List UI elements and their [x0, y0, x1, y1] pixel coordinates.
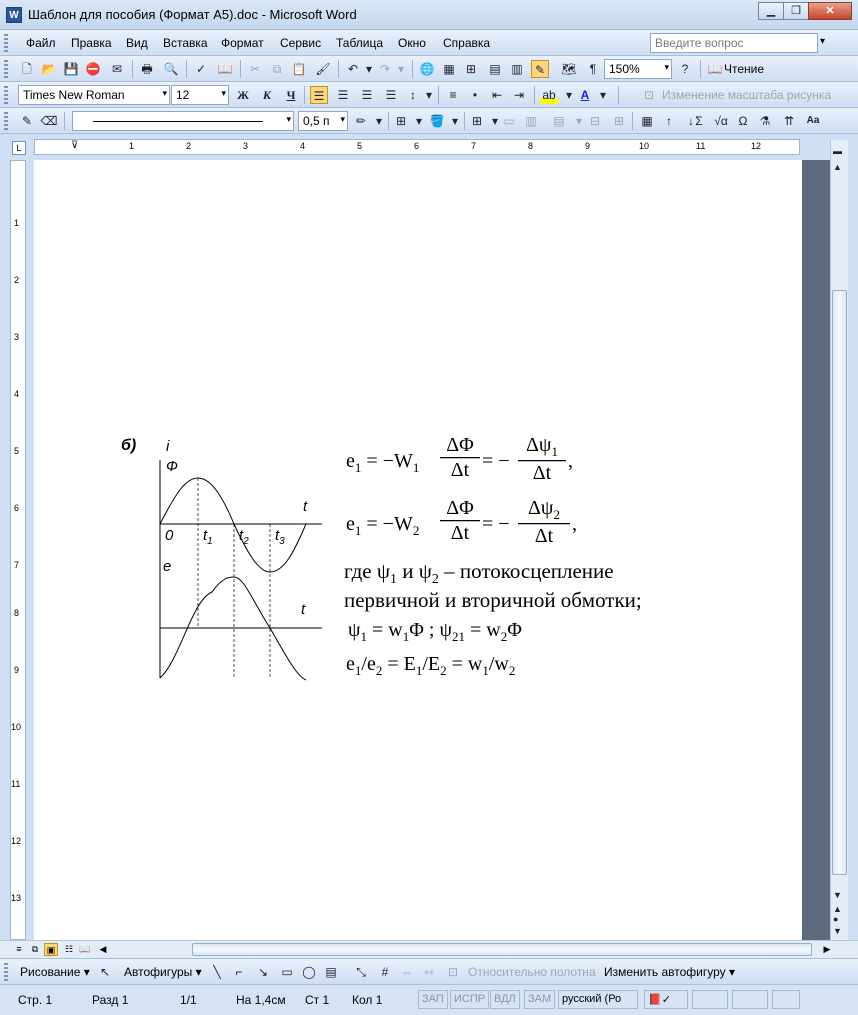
ruler-number: 13: [11, 893, 22, 903]
eq3-c-sub: 21: [451, 629, 465, 644]
copy-icon[interactable]: ⧉: [272, 62, 282, 76]
eq4-d-sub: 2: [440, 663, 447, 678]
eq1-den2: Δt: [532, 462, 552, 484]
ruler-number: 2: [14, 275, 20, 285]
distribute-columns-icon[interactable]: ⊞: [613, 114, 625, 128]
vertical-scroll-thumb[interactable]: [832, 290, 847, 875]
split-cells-icon[interactable]: ▥: [525, 114, 537, 128]
ruler-number: 9: [14, 665, 20, 675]
graph-label-e: е: [163, 558, 172, 575]
zoom-select[interactable]: [604, 59, 672, 79]
paste-icon[interactable]: 📋: [291, 62, 307, 76]
menu-edit[interactable]: Правка: [71, 36, 112, 50]
increase-indent-icon[interactable]: ⇥: [513, 88, 525, 102]
menu-table[interactable]: Таблица: [336, 36, 384, 50]
eq2-e-sub: 1: [354, 523, 362, 538]
graph-label-phi: Ф: [166, 458, 178, 475]
graph-label-t1-sub: 1: [207, 536, 213, 547]
canvas-select-icon[interactable]: ⤡: [356, 965, 366, 979]
eq3-c: Φ ; ψ: [409, 619, 452, 641]
eq4-b-sub: 2: [375, 663, 383, 678]
font-color-dropdown-icon[interactable]: ▾: [599, 88, 607, 102]
status-bar: [0, 984, 858, 1015]
insert-object-icon[interactable]: ⚗: [759, 114, 771, 128]
status-empty-box: [692, 990, 728, 1009]
separator: [412, 60, 413, 78]
standard-toolbar: [0, 56, 858, 82]
picture-scale-icon[interactable]: ⊡: [643, 88, 655, 102]
text-line-2: первичной и вторичной обмотки;: [344, 588, 642, 612]
font-select[interactable]: [18, 85, 170, 105]
previous-page-icon[interactable]: ▲: [833, 904, 842, 914]
equation-1-lhs: [346, 450, 419, 476]
graph-label-t3-letter: t: [275, 527, 280, 544]
horizontal-scrollbar[interactable]: [0, 940, 858, 958]
border-color-icon[interactable]: ✏: [355, 114, 367, 128]
merge-cells-icon[interactable]: ▭: [503, 114, 515, 128]
sort-descending-icon[interactable]: ↓: [688, 114, 694, 128]
eq3-d: = w: [464, 619, 501, 641]
eq1-comma: ,: [568, 450, 573, 472]
read-icon[interactable]: 📖: [707, 62, 723, 76]
menu-window[interactable]: Окно: [398, 36, 426, 50]
equation-2-lhs: [346, 513, 419, 539]
equation-3: [348, 619, 522, 645]
status-record-macro[interactable]: ЗАП: [418, 990, 448, 1009]
equation-2-fraction-2: [518, 497, 570, 548]
eq1-num2-sub: 1: [551, 444, 558, 459]
menu-file[interactable]: Файл: [26, 36, 56, 50]
connector-icon[interactable]: ⌐: [235, 965, 243, 979]
read-button[interactable]: Чтение: [724, 62, 765, 76]
autoshapes-button[interactable]: Автофигуры ▾: [124, 965, 202, 979]
highlight-dropdown-icon[interactable]: ▾: [565, 88, 573, 102]
eq4-f: /w: [488, 653, 509, 675]
equation-4: [346, 653, 515, 679]
font-size-select[interactable]: [171, 85, 229, 105]
cut-icon[interactable]: ✂: [249, 62, 261, 76]
eq4-f-sub: 2: [508, 663, 516, 678]
ruler-number: 6: [14, 503, 20, 513]
change-autoshape-button[interactable]: Изменить автофигуру ▾: [604, 965, 735, 979]
separator: [338, 60, 339, 78]
equation-1-fraction-1: [440, 434, 480, 482]
separator: [304, 86, 305, 104]
undo-dropdown-icon[interactable]: ▾: [365, 62, 373, 76]
chevron-down-icon: ▾: [664, 62, 669, 72]
tables-borders-toolbar: [0, 108, 858, 134]
graph-label-t3-sub: 3: [279, 536, 285, 547]
underline-button[interactable]: Ч: [286, 88, 296, 102]
ruler-number: 11: [696, 141, 706, 151]
reading-view-icon[interactable]: 📖: [79, 944, 91, 954]
spelling-icon[interactable]: ✓: [195, 62, 207, 76]
help-icon[interactable]: ?: [681, 62, 689, 76]
eq1-num2-psi: Δψ: [526, 434, 552, 456]
research-icon[interactable]: 📖: [217, 62, 233, 76]
close-icon[interactable]: ✕: [808, 2, 852, 20]
status-column: Кол 1: [352, 993, 383, 1007]
borders-dropdown-icon[interactable]: ▾: [415, 114, 423, 128]
chevron-down-icon: ▾: [162, 88, 167, 98]
eq2-num2-sub: 2: [553, 507, 560, 522]
first-line-indent-icon[interactable]: ⊽: [71, 140, 79, 151]
figure-label: б): [121, 437, 137, 454]
window-controls: [759, 2, 852, 20]
separator: [700, 60, 701, 78]
table-autoformat-icon[interactable]: ▦: [641, 114, 653, 128]
web-view-icon[interactable]: ⧉: [31, 944, 39, 954]
ruler-number: 11: [11, 779, 21, 789]
insert-excel-icon[interactable]: ▤: [489, 62, 501, 76]
eq3-e: Φ: [507, 619, 522, 641]
ruler-number: 12: [751, 141, 762, 151]
eq2-den2: Δt: [534, 525, 554, 547]
toolbar-grip-icon[interactable]: [4, 963, 8, 981]
text1-mid: и ψ: [396, 559, 432, 583]
eq1-equals: = −: [482, 450, 510, 472]
maximize-icon[interactable]: ❐: [783, 2, 809, 20]
line-style-sample: [93, 121, 263, 122]
scroll-right-icon[interactable]: ▶: [823, 944, 831, 954]
change-autoshape-label: Изменить автофигуру: [604, 965, 726, 979]
eq3-b-sub: 1: [402, 629, 410, 644]
eq2-mid: = −W: [361, 513, 413, 535]
eq2-comma: ,: [572, 513, 577, 535]
text1-sub2: 2: [431, 572, 439, 588]
align-left-icon[interactable]: ☰: [310, 86, 328, 104]
font-color-icon[interactable]: A: [580, 88, 590, 102]
open-icon[interactable]: 📂: [41, 62, 57, 76]
graph-label-t1: [203, 527, 213, 547]
status-extend[interactable]: ВДЛ: [490, 990, 520, 1009]
separator: [186, 60, 187, 78]
normal-view-icon[interactable]: ≡: [16, 944, 22, 954]
menu-insert[interactable]: Вставка: [163, 36, 208, 50]
separator: [438, 86, 439, 104]
drawing-toolbar: [0, 958, 858, 984]
ruler-number: 4: [300, 141, 306, 151]
eq1-mid: = −W: [361, 450, 413, 472]
next-page-icon[interactable]: ▼: [833, 926, 842, 936]
eq4-e: = w: [446, 653, 483, 675]
separator: [534, 86, 535, 104]
horizontal-scroll-thumb[interactable]: [192, 943, 812, 956]
horizontal-ruler[interactable]: [34, 139, 800, 155]
toolbar-grip-icon[interactable]: [4, 60, 8, 78]
align-center-icon[interactable]: ☰: [337, 88, 349, 102]
expand-icon[interactable]: ⇿: [423, 965, 435, 979]
numbering-icon[interactable]: ≡: [449, 88, 457, 102]
menu-help[interactable]: Справка: [443, 36, 491, 50]
separator: [464, 112, 465, 130]
chevron-down-icon: ▾: [286, 114, 291, 124]
toolbar-grip-icon[interactable]: [4, 86, 8, 104]
graph-label-t1-letter: t: [203, 527, 208, 544]
symbol-icon[interactable]: Ω: [738, 114, 748, 128]
oval-icon[interactable]: ◯: [302, 965, 316, 979]
border-color-dropdown-icon[interactable]: ▾: [375, 114, 383, 128]
graph-label-zero: 0: [165, 527, 174, 544]
text1-pre: где ψ: [344, 559, 390, 583]
page-background: [802, 160, 830, 940]
ruler-number: 1: [14, 218, 20, 228]
ruler-row: [0, 136, 858, 158]
font-value: Times New Roman: [23, 88, 125, 102]
eq1-den1: Δt: [450, 459, 470, 481]
relative-to-canvas-button[interactable]: Относительно полотна: [468, 965, 596, 979]
eq1-num2: [518, 434, 566, 460]
flux-curve: [160, 478, 306, 572]
separator: [632, 112, 633, 130]
window-title: Шаблон для пособия (Формат А5).doc - Microsoft Word: [28, 7, 357, 22]
eq4-d: /E: [422, 653, 441, 675]
ruler-number: 7: [471, 141, 477, 151]
separator: [132, 60, 133, 78]
ruler-number: 6: [414, 141, 420, 151]
tables-borders-icon[interactable]: ▦: [443, 62, 455, 76]
eq1-num1: ΔΦ: [446, 434, 474, 456]
eq4-e-sub: 1: [482, 663, 489, 678]
text-line-1: [344, 559, 614, 588]
align-cell-icon[interactable]: ▤: [553, 114, 565, 128]
ruler-number: 2: [186, 141, 192, 151]
permission-icon[interactable]: ⛔: [85, 62, 101, 76]
eq4-b: /e: [361, 653, 376, 675]
borders-icon[interactable]: ⊞: [395, 114, 407, 128]
eq4-c-sub: 1: [415, 663, 423, 678]
status-pages: 1/1: [180, 993, 197, 1007]
redo-icon[interactable]: ↷: [379, 62, 391, 76]
line-icon[interactable]: ╲: [213, 965, 221, 979]
eq4-a: e: [346, 653, 355, 675]
menu-format[interactable]: Формат: [221, 36, 264, 50]
scroll-down-icon[interactable]: ▼: [833, 890, 842, 900]
chevron-down-icon: ▾: [340, 114, 345, 124]
save-icon[interactable]: 💾: [63, 62, 79, 76]
ruler-number: 7: [14, 560, 20, 570]
eq1-e: e: [346, 450, 355, 472]
menu-tools[interactable]: Сервис: [280, 36, 322, 50]
grid-icon[interactable]: #: [381, 965, 389, 979]
eq4-a-sub: 1: [354, 663, 362, 678]
eq3-a: ψ: [348, 619, 361, 641]
columns-icon[interactable]: ▥: [511, 62, 523, 76]
insert-table-icon[interactable]: ⊞: [465, 62, 477, 76]
text-box-icon[interactable]: ▤: [325, 965, 337, 979]
picture-scale-button[interactable]: Изменение масштаба рисунка: [662, 88, 832, 102]
line-weight-select[interactable]: [298, 111, 348, 131]
align-cell-dropdown-icon[interactable]: ▾: [575, 114, 583, 128]
print-preview-icon[interactable]: 🔍: [163, 62, 179, 76]
status-track-changes[interactable]: ИСПР: [450, 990, 489, 1009]
align-right-icon[interactable]: ☰: [361, 88, 373, 102]
shading-dropdown-icon[interactable]: ▾: [451, 114, 459, 128]
separator: [388, 112, 389, 130]
show-hide-icon[interactable]: ¶: [589, 62, 597, 76]
text1-post: – потокосцепление: [438, 559, 614, 583]
status-overtype[interactable]: ЗАМ: [524, 990, 555, 1009]
help-dropdown-icon[interactable]: ▾: [820, 36, 826, 47]
drawing-icon[interactable]: ✎: [531, 60, 549, 78]
formatting-toolbar: [0, 82, 858, 108]
print-icon[interactable]: 🖶: [141, 62, 153, 76]
text-direction-icon[interactable]: ⇈: [783, 114, 795, 128]
equation-1-fraction-2: [518, 434, 566, 485]
eq2-num1: ΔΦ: [446, 497, 474, 519]
eq1-w-sub: 1: [412, 460, 420, 475]
bullets-icon[interactable]: •: [472, 88, 478, 102]
ruler-number: 8: [528, 141, 534, 151]
status-page: Стр. 1: [18, 993, 53, 1007]
autosum-icon[interactable]: Σ: [695, 114, 703, 128]
eq1-e-sub: 1: [354, 460, 362, 475]
word-app-icon[interactable]: W: [6, 7, 22, 23]
minimize-icon[interactable]: ▁: [758, 2, 784, 20]
graph-label-t2-sub: 2: [243, 536, 249, 547]
draw-table-icon[interactable]: ✎: [21, 114, 33, 128]
equation-icon[interactable]: √α: [714, 114, 728, 128]
redo-dropdown-icon[interactable]: ▾: [397, 62, 405, 76]
format-painter-icon[interactable]: 🖌: [315, 62, 331, 76]
shading-icon[interactable]: 🪣: [429, 114, 445, 128]
scroll-left-icon[interactable]: ◀: [99, 944, 107, 954]
toolbar-grip-icon[interactable]: [4, 34, 8, 52]
outline-view-icon[interactable]: ☷: [64, 944, 74, 954]
italic-button[interactable]: К: [262, 88, 272, 102]
status-empty-box: [732, 990, 768, 1009]
hyperlink-icon[interactable]: 🌐: [419, 62, 435, 76]
ruler-number: 4: [14, 389, 20, 399]
graph-label-t2: [239, 527, 249, 547]
zoom-value: 150%: [609, 62, 640, 76]
line-spacing-dropdown-icon[interactable]: ▾: [425, 88, 433, 102]
toolbar-grip-icon[interactable]: [4, 112, 8, 130]
eq2-den1: Δt: [450, 522, 470, 544]
spelling-status-icon[interactable]: 📕✓: [644, 990, 688, 1009]
status-language[interactable]: русский (Ро: [558, 990, 638, 1009]
sort-ascending-icon[interactable]: ↑: [666, 114, 672, 128]
status-at: На 1,4см: [236, 993, 286, 1007]
new-document-icon[interactable]: 🗋: [22, 62, 32, 76]
browse-object-icon[interactable]: ●: [833, 914, 839, 924]
vertical-scrollbar[interactable]: [830, 140, 848, 940]
ruler-number: 10: [11, 722, 22, 732]
ruler-number: 1: [129, 141, 135, 151]
graph-label-t3: [275, 527, 285, 547]
ruler-number: 9: [585, 141, 591, 151]
graph-label-t-bottom: t: [301, 601, 306, 618]
graph-label-i: i: [166, 438, 170, 455]
ruler-number: 3: [243, 141, 249, 151]
print-layout-icon[interactable]: ▣: [44, 943, 58, 956]
autoshapes-label: Автофигуры: [124, 965, 193, 979]
rectangle-icon[interactable]: ▭: [281, 965, 293, 979]
ruler-number: 3: [14, 332, 20, 342]
eq2-num2-psi: Δψ: [528, 497, 554, 519]
equation-2-fraction-1: [440, 497, 480, 545]
ruler-number: 10: [639, 141, 650, 151]
eq2-equals: = −: [482, 513, 510, 535]
separator: [240, 60, 241, 78]
eq2-num2: [518, 497, 570, 523]
undo-icon[interactable]: ↶: [347, 62, 359, 76]
font-size-toggle-icon[interactable]: Aa: [806, 115, 820, 126]
eq3-b: = w: [367, 619, 403, 641]
status-line: Ст 1: [305, 993, 330, 1007]
help-search-input[interactable]: Введите вопрос: [650, 33, 818, 53]
decrease-indent-icon[interactable]: ⇤: [491, 88, 503, 102]
drawing-menu-label: Рисование: [20, 965, 81, 979]
eq3-d-sub: 2: [500, 629, 508, 644]
text1-sub1: 1: [389, 572, 397, 588]
separator: [618, 86, 619, 104]
tab-selector-icon[interactable]: L: [12, 141, 26, 155]
line-spacing-icon[interactable]: ↕: [410, 88, 416, 102]
ruler-number: 8: [14, 608, 20, 618]
vertical-ruler[interactable]: [10, 160, 26, 940]
eq2-e: e: [346, 513, 355, 535]
status-section: Разд 1: [92, 993, 129, 1007]
document-map-icon[interactable]: 🗺: [561, 62, 577, 76]
insert-table-dropdown-icon[interactable]: ▾: [491, 114, 499, 128]
line-weight-value: 0,5 п: [303, 114, 330, 128]
highlight-icon[interactable]: ab: [540, 86, 558, 104]
split-handle-icon[interactable]: ▬: [833, 146, 842, 156]
ruler-number: 5: [357, 141, 363, 151]
eq2-w-sub: 2: [412, 523, 420, 538]
separator: [64, 112, 65, 130]
graph-label-t-top: t: [303, 498, 308, 515]
fit-icon[interactable]: ⇔: [401, 965, 413, 979]
justify-icon[interactable]: ☰: [385, 88, 397, 102]
eraser-icon[interactable]: ⌫: [40, 114, 58, 128]
email-icon[interactable]: ✉: [111, 62, 123, 76]
status-empty-box: [772, 990, 800, 1009]
graph-label-t2-letter: t: [239, 527, 244, 544]
font-size-value: 12: [176, 88, 190, 102]
eq3-a-sub: 1: [360, 629, 368, 644]
eq4-c: = E: [382, 653, 416, 675]
scale-icon[interactable]: ⊡: [447, 965, 459, 979]
insert-table-icon[interactable]: ⊞: [471, 114, 483, 128]
bold-button[interactable]: Ж: [237, 88, 249, 102]
drawing-menu-button[interactable]: Рисование ▾: [20, 965, 90, 979]
title-bar: [0, 0, 858, 30]
chevron-down-icon: ▾: [221, 88, 226, 98]
arrow-icon[interactable]: ↘: [257, 965, 269, 979]
ruler-number: 5: [14, 446, 20, 456]
distribute-rows-icon[interactable]: ⊟: [589, 114, 601, 128]
line-style-select[interactable]: [72, 111, 294, 131]
scroll-up-icon[interactable]: ▲: [833, 162, 842, 172]
menu-view[interactable]: Вид: [126, 36, 148, 50]
ruler-number: 12: [11, 836, 22, 846]
select-objects-icon[interactable]: ↖: [99, 965, 111, 979]
